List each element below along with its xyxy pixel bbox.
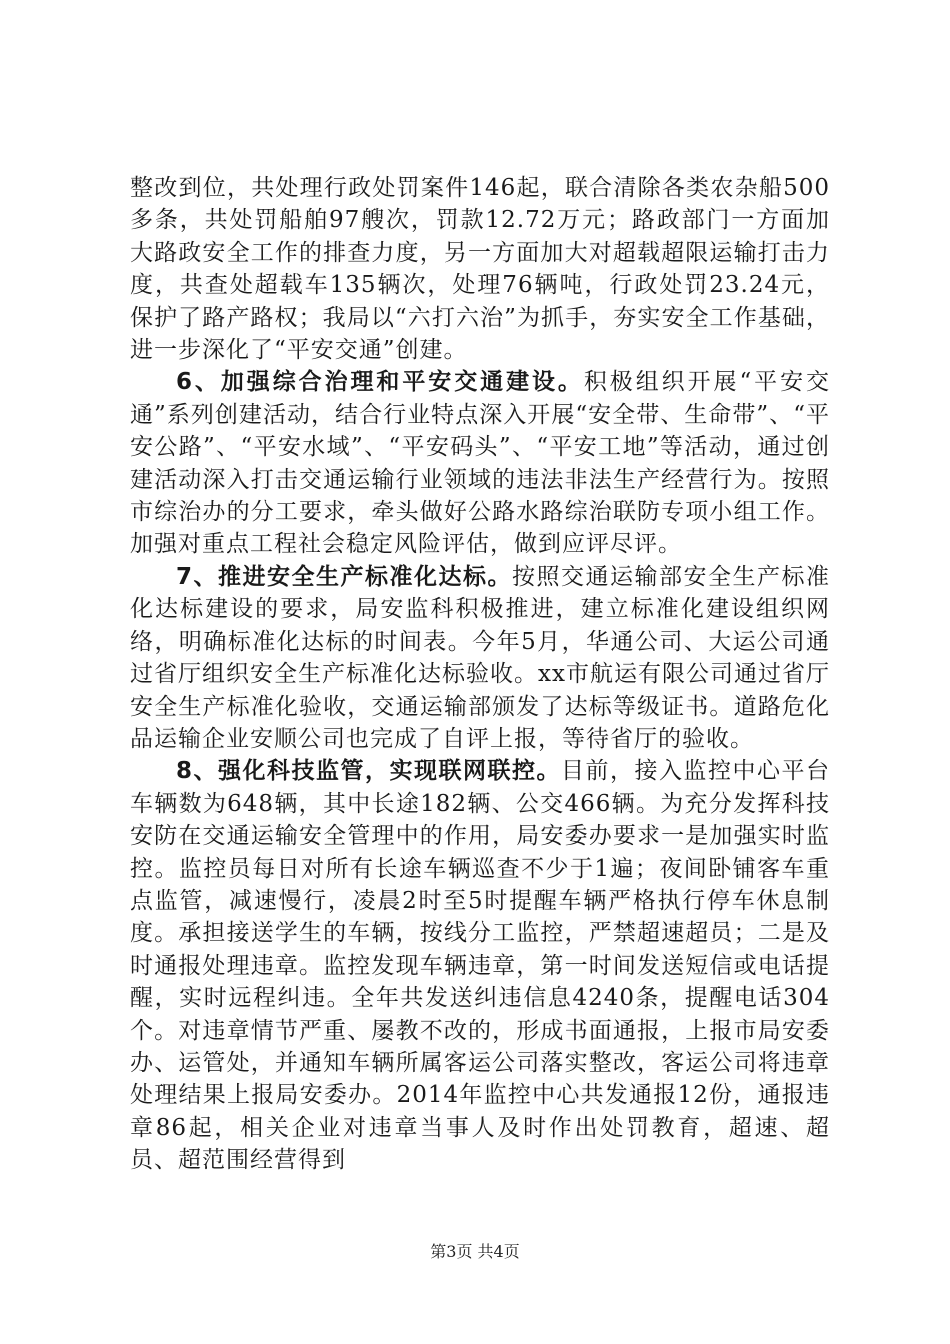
paragraph-8-text: 目前，接入监控中心平台车辆数为648辆，其中长途182辆、公交466辆。为充分发挥科技安防在交通运输安全管理中的作用，局安委办要求一是加强实时监控。监控员每日对所有长途车辆巡查不少于1遍；夜间卧铺客车重点监管，减速慢行，凌晨2时至5时提醒车辆严格执行停车休息制度。承担接送学生的车辆，按线分工监控，严禁超速超员；二是及时通报处理违章。监控发现车辆违章，第一时间发送短信或电话提醒，实时远程纠违。全年共发送纠违信息4240条，提醒电话304个。对违章情节严重、屡教不改的，形成书面通报，上报市局安委办、运管处，并通知车辆所属客运公司落实整改，客运公司将违章处理结果上报局安委办。2014年监控中心共发通报12份，通报违章86起，相关企业对违章当事人及时作出处罚教育，超速、超员、超范围经营得到 (130, 758, 830, 1174)
section-6-heading: 6、加强综合治理和平安交通建设。 (176, 369, 584, 396)
paragraph-7-text: 按照交通运输部安全生产标准化达标建设的要求，局安监科积极推进，建立标准化建设组织网络，明确标准化达标的时间表。今年5月，华通公司、大运公司通过省厅组织安全生产标准化达标验收。xx市航运有限公司通过省厅安全生产标准化验收，交通运输部颁发了达标等级证书。道路危化品运输企业安顺公司也完成了自评上报，等待省厅的验收。 (130, 563, 830, 752)
paragraph-6-text: 积极组织开展“平安交通”系列创建活动，结合行业特点深入开展“安全带、生命带”、“平安公路”、“平安水域”、“平安码头”、“平安工地”等活动，通过创建活动深入打击交通运输行业领域的违法非法生产经营行为。按照市综治办的分工要求，牵头做好公路水路综治联防专项小组工作。加强对重点工程社会稳定风险评估，做到应评尽评。 (130, 369, 830, 558)
paragraph-1-text: 整改到位，共处理行政处罚案件146起，联合清除各类农杂船500多条，共处罚船舶97艘次，罚款12.72万元；路政部门一方面加大路政安全工作的排查力度，另一方面加大对超载超限运输打击力度，共查处超载车135辆次，处理76辆吨，行政处罚23.24元，保护了路产路权；我局以“六打六治”为抓手，夯实安全工作基础，进一步深化了“平安交通”创建。 (130, 175, 830, 364)
paragraph-1 (130, 172, 830, 366)
document-body (130, 172, 830, 1177)
page-footer (0, 1241, 950, 1263)
paragraph-7 (130, 561, 830, 755)
paragraph-6 (130, 366, 830, 560)
section-7-heading: 7、推进安全生产标准化达标。 (176, 563, 512, 590)
section-8-heading: 8、强化科技监管，实现联网联控。 (176, 758, 561, 785)
page-number: 第3页 共4页 (430, 1242, 520, 1261)
paragraph-8 (130, 755, 830, 1176)
